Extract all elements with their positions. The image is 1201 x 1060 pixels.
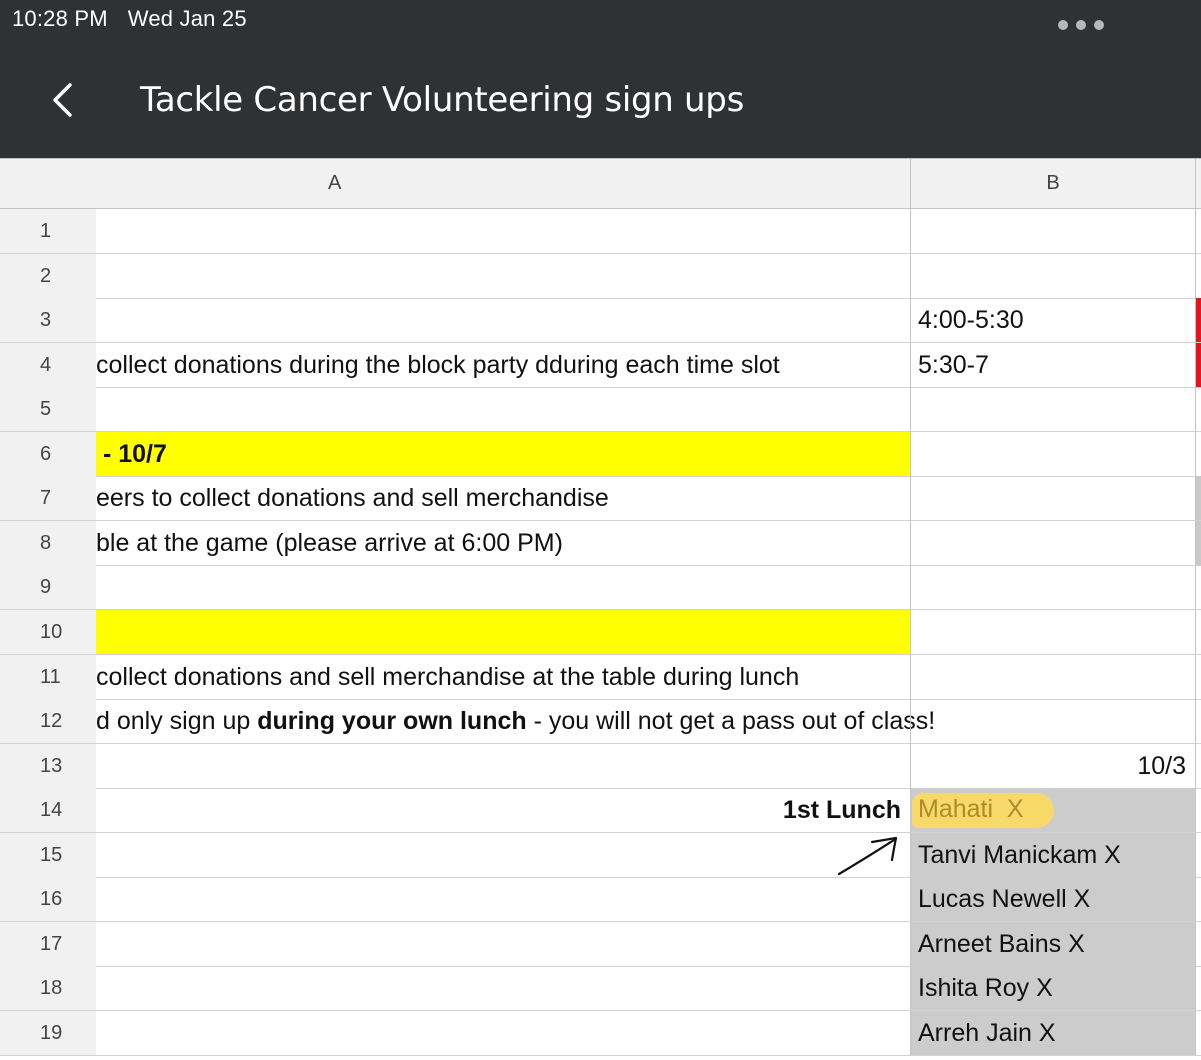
highlighted-name: Mahati X xyxy=(912,793,1054,828)
cell-b15[interactable]: Tanvi Manickam X xyxy=(910,833,1195,877)
row-number[interactable]: 4 xyxy=(0,343,96,387)
table-row xyxy=(0,432,1201,477)
row-number[interactable]: 13 xyxy=(0,744,96,788)
column-header-c[interactable] xyxy=(1195,158,1201,209)
cell-c14[interactable] xyxy=(1195,788,1201,832)
cell-a19[interactable] xyxy=(96,1011,910,1055)
table-row xyxy=(0,788,1201,833)
table-row xyxy=(0,610,1201,655)
row-number[interactable]: 14 xyxy=(0,788,96,832)
cell-a4[interactable]: collect donations during the block party dduring each time slot xyxy=(96,350,780,379)
table-row xyxy=(0,476,1201,521)
cell-b7[interactable] xyxy=(910,476,1195,520)
cell-c5[interactable] xyxy=(1195,387,1201,431)
cell-c13[interactable] xyxy=(1195,744,1201,788)
cell-c17[interactable] xyxy=(1195,922,1201,966)
cell-a8[interactable]: ble at the game (please arrive at 6:00 PM) xyxy=(96,528,563,557)
cell-a17[interactable] xyxy=(96,922,910,966)
cell-b11[interactable] xyxy=(910,655,1195,699)
table-row xyxy=(0,565,1201,610)
row-number[interactable]: 9 xyxy=(0,565,96,609)
cell-a3[interactable] xyxy=(96,298,910,342)
table-row xyxy=(0,833,1201,878)
cell-b17[interactable]: Arneet Bains X xyxy=(910,922,1195,966)
scrollbar-thumb[interactable] xyxy=(1195,476,1201,520)
cell-a10[interactable] xyxy=(96,610,910,654)
row-number[interactable]: 12 xyxy=(0,699,96,743)
cell-b18[interactable]: Ishita Roy X xyxy=(910,966,1195,1010)
scrollbar-thumb[interactable] xyxy=(1195,521,1201,565)
table-row xyxy=(0,699,1201,744)
cell-c3[interactable] xyxy=(1195,298,1201,342)
table-row xyxy=(0,298,1201,343)
row-number[interactable]: 5 xyxy=(0,387,96,431)
table-row xyxy=(0,966,1201,1011)
row-number[interactable]: 17 xyxy=(0,922,96,966)
cell-a7[interactable]: eers to collect donations and sell merchandise xyxy=(96,483,609,512)
cell-a12-text-end: - you will not get a pass out of class! xyxy=(526,706,936,735)
cell-b4[interactable]: 5:30-7 xyxy=(910,343,1195,387)
cell-c9[interactable] xyxy=(1195,565,1201,609)
document-title: Tackle Cancer Volunteering sign ups xyxy=(140,80,744,120)
row-number[interactable]: 6 xyxy=(0,432,96,476)
cell-c19[interactable] xyxy=(1195,1011,1201,1055)
row-number[interactable]: 10 xyxy=(0,610,96,654)
row-number[interactable]: 16 xyxy=(0,877,96,921)
row-number[interactable]: 18 xyxy=(0,966,96,1010)
app-toolbar xyxy=(0,0,1201,158)
cell-c10[interactable] xyxy=(1195,610,1201,654)
row-number[interactable]: 7 xyxy=(0,476,96,520)
table-row xyxy=(0,521,1201,566)
chevron-left-icon xyxy=(50,82,74,118)
cell-a1[interactable] xyxy=(96,209,910,253)
cell-b8[interactable] xyxy=(910,521,1195,565)
more-options-icon[interactable] xyxy=(1058,19,1104,31)
table-row xyxy=(0,922,1201,967)
table-row xyxy=(0,1011,1201,1056)
column-header-a[interactable]: A xyxy=(96,158,910,209)
cell-a13[interactable] xyxy=(96,744,910,788)
row-number[interactable]: 8 xyxy=(0,521,96,565)
row-number[interactable]: 3 xyxy=(0,298,96,342)
row-number[interactable]: 19 xyxy=(0,1011,96,1055)
row-number[interactable]: 11 xyxy=(0,655,96,699)
cell-b10[interactable] xyxy=(910,610,1195,654)
cell-b3[interactable]: 4:00-5:30 xyxy=(910,298,1195,342)
table-row xyxy=(0,744,1201,789)
back-button[interactable] xyxy=(40,76,84,124)
row-number[interactable]: 15 xyxy=(0,833,96,877)
cell-c16[interactable] xyxy=(1195,877,1201,921)
cell-a5[interactable] xyxy=(96,387,910,431)
cell-c1[interactable] xyxy=(1195,209,1201,253)
table-row xyxy=(0,343,1201,388)
table-row xyxy=(0,655,1201,700)
cell-a2[interactable] xyxy=(96,254,910,298)
cell-a16[interactable] xyxy=(96,877,910,921)
cell-a14[interactable]: 1st Lunch xyxy=(782,795,901,824)
arrow-annotation-icon xyxy=(836,832,906,880)
cell-a12-text: d only sign up xyxy=(96,706,258,735)
cell-b6[interactable] xyxy=(910,432,1195,476)
table-row xyxy=(0,209,1201,254)
cell-a12-bold-text: during your own lunch xyxy=(257,706,527,735)
cell-c6[interactable] xyxy=(1195,432,1201,476)
cell-c18[interactable] xyxy=(1195,966,1201,1010)
status-time: 10:28 PM xyxy=(12,6,108,31)
cell-a18[interactable] xyxy=(96,966,910,1010)
cell-a11[interactable]: collect donations and sell merchandise at the table during lunch xyxy=(96,662,800,691)
cell-b12[interactable] xyxy=(910,699,1195,743)
cell-c11[interactable] xyxy=(1195,655,1201,699)
cell-b13[interactable]: 10/3 xyxy=(910,744,1195,788)
cell-a15[interactable] xyxy=(96,833,910,877)
cell-b19[interactable]: Arreh Jain X xyxy=(910,1011,1195,1055)
cell-b9[interactable] xyxy=(910,565,1195,609)
cell-b16[interactable]: Lucas Newell X xyxy=(910,877,1195,921)
table-row xyxy=(0,877,1201,922)
cell-c4[interactable] xyxy=(1195,343,1201,387)
cell-c12[interactable] xyxy=(1195,699,1201,743)
select-all-corner[interactable] xyxy=(0,158,96,209)
cell-c15[interactable] xyxy=(1195,833,1201,877)
cell-a6[interactable]: - 10/7 xyxy=(96,432,910,476)
cell-b1[interactable] xyxy=(910,209,1195,253)
cell-b5[interactable] xyxy=(910,387,1195,431)
cell-a9[interactable] xyxy=(96,565,910,609)
column-header-b[interactable]: B xyxy=(910,158,1195,209)
row-number[interactable]: 2 xyxy=(0,254,96,298)
cell-b2[interactable] xyxy=(910,254,1195,298)
row-number[interactable]: 1 xyxy=(0,209,96,253)
status-date: Wed Jan 25 xyxy=(127,6,247,31)
table-row xyxy=(0,254,1201,299)
cell-a12[interactable] xyxy=(96,699,936,743)
status-bar xyxy=(12,6,247,32)
cell-c2[interactable] xyxy=(1195,254,1201,298)
cell-b14[interactable] xyxy=(910,788,1195,832)
table-row xyxy=(0,387,1201,432)
